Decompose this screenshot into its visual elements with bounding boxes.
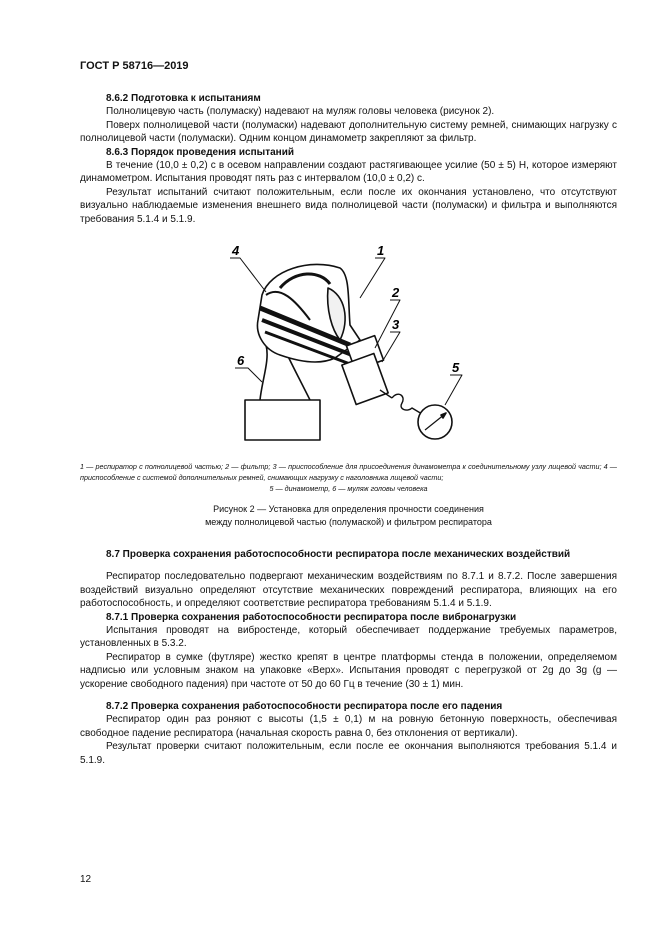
paragraph: Респиратор один раз роняют с высоты (1,5 ± 0,1) м на ровную бетонную поверхность, обеспечивая свободное падение респиратора (начальная скорость равна 0, без отклонения от вертикали). (80, 714, 617, 739)
figure-caption (80, 503, 617, 528)
paragraph: Результат испытаний считают положительным, если после их окончания установлено, что отсутствуют визуально наблюдаемые изменения внешнего вида полнолицевой части (полумаски) и фильтра и выполняются требования 5.1.4 и 5.1.9. (80, 186, 617, 225)
legend-line: 5 — динамометр, 6 — муляж головы человека (269, 484, 428, 493)
head-dummy-base (245, 400, 320, 440)
section-heading: 8.7.1 Проверка сохранения работоспособности респиратора после вибронагрузки (106, 611, 517, 623)
section-8-7 (80, 548, 617, 767)
legend-line: 1 — респиратор с полнолицевой частью; 2 — фильтр; 3 — приспособление для присоединения динамометра к соединительному узлу лицевой части; 4 — приспособление с системой дополнительных ремней, снимающих нагрузку с наголовника лицевой части; (80, 462, 617, 482)
paragraph: Респиратор в сумке (футляре) жестко крепят в центре платформы стенда в положении, определяемом надписью или условным знаком на упаковке «Верх». Испытания проводят с перегрузкой от 2g до 3g (g — ускорение свободного падения) при частоте от 50 до 60 Гц в течение (30 ± 1) мин. (80, 651, 617, 690)
paragraph: Респиратор последовательно подвергают механическим воздействиям по 8.7.1 и 8.7.2. После завершения воздействий визуально определяют отсутствие механических повреждений респиратора, влияющих на его работоспособность, и определяют соответствие респиратора требованиям 5.1.4 и 5.1.9. (80, 571, 617, 610)
section-heading: 8.7 Проверка сохранения работоспособности респиратора после механических воздействий (106, 549, 571, 560)
figure-label: 1 (377, 243, 385, 258)
test-setup-figure (200, 240, 470, 470)
figure-label: 4 (232, 243, 240, 258)
section-heading: 8.7.2 Проверка сохранения работоспособности респиратора после его падения (106, 701, 503, 713)
section-heading: 8.6.2 Подготовка к испытаниям (106, 93, 261, 104)
paragraph: Поверх полнолицевой части (полумаски) надевают дополнительную систему ремней, снимающих нагрузку с полнолицевой части (полумаски). Одним концом динамометр закрепляют за фильтр. (80, 119, 617, 145)
section-heading: 8.6.3 Порядок проведения испытаний (106, 146, 294, 158)
figure-label: 6 (237, 353, 245, 368)
standard-header: ГОСТ Р 58716—2019 (80, 60, 189, 72)
paragraph: Полнолицевую часть (полумаску) надевают на муляж головы человека (рисунок 2). (106, 106, 495, 118)
section-8-6-2 (80, 92, 617, 226)
figure-legend (80, 461, 617, 494)
caption-line: между полнолицевой частью (полумаской) и фильтром респиратора (205, 516, 492, 527)
page-number: 12 (80, 874, 92, 885)
paragraph: В течение (10,0 ± 0,2) с в осевом направлении создают растягивающее усилие (50 ± 5) Н, которое измеряют динамометром. Испытания проводят пять раз с интервалом (10,0 ± 0,2) с. (80, 160, 617, 185)
paragraph: Испытания проводят на вибростенде, который обеспечивает поддержание требуемых параметров, установленных в 5.3.2. (80, 625, 617, 650)
caption-line: Рисунок 2 — Установка для определения прочности соединения (213, 504, 484, 514)
figure-label: 3 (392, 317, 400, 332)
paragraph: Результат проверки считают положительным, если после ее окончания выполняются требования 5.1.4 и 5.1.9. (80, 741, 617, 766)
figure-label: 5 (452, 360, 460, 375)
figure-label: 2 (392, 285, 400, 300)
